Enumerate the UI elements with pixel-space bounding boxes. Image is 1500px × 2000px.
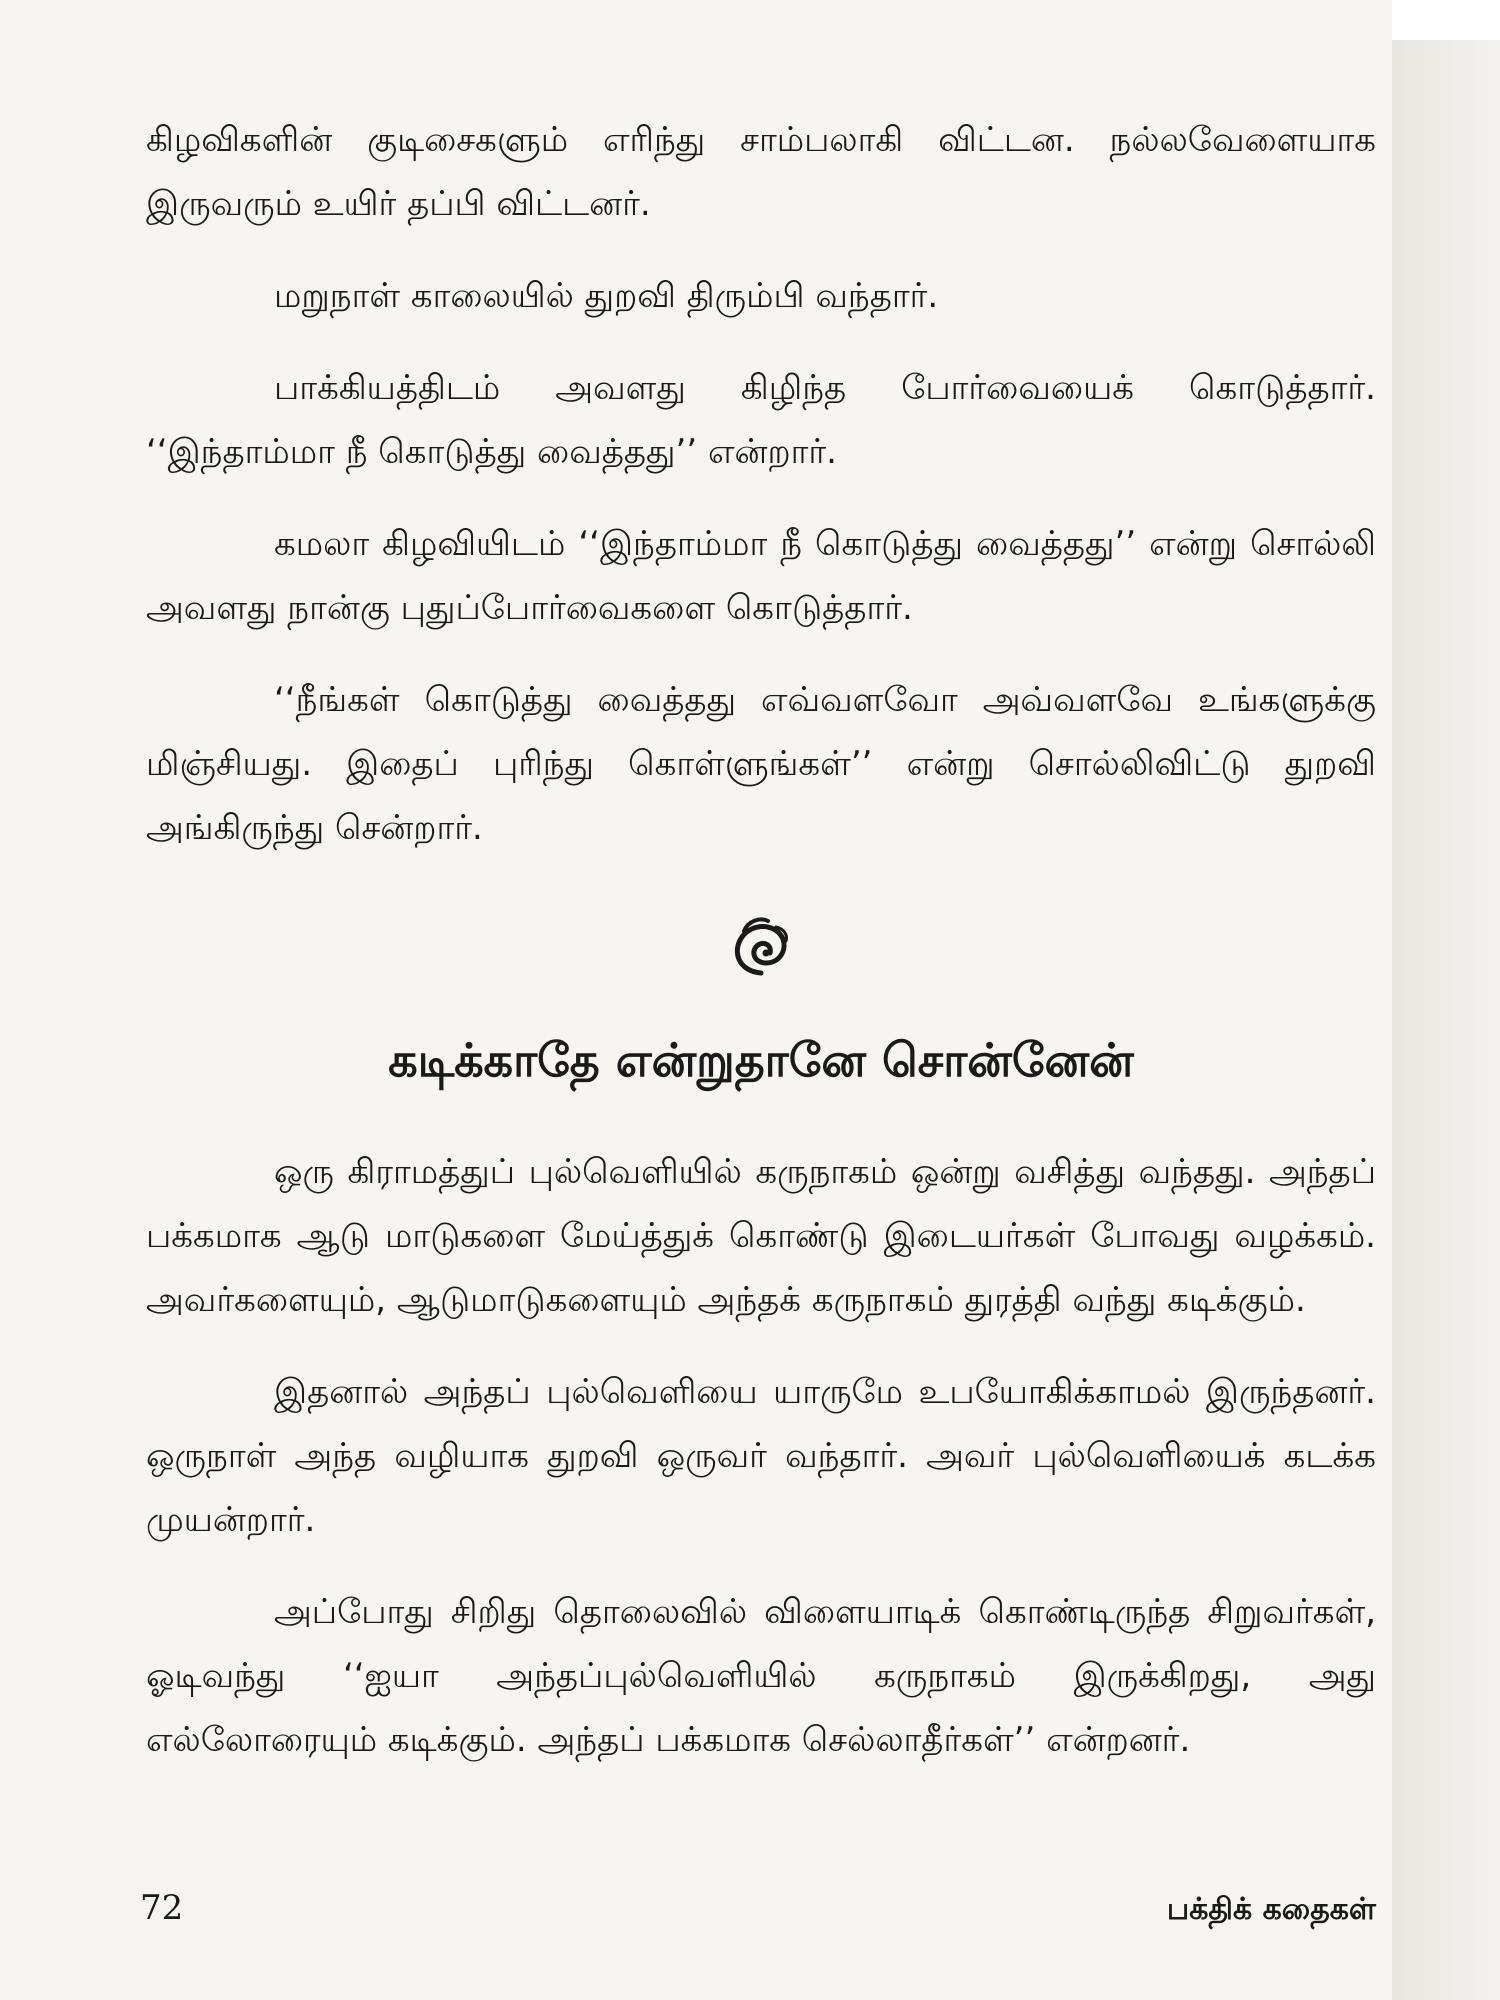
paragraph: மறுநாள் காலையில் துறவி திரும்பி வந்தார். [274, 276, 939, 316]
paragraph: ‘‘நீங்கள் கொடுத்து வைத்தது எவ்வளவோ அவ்வளவே உங்களுக்கு மிஞ்சியது. இதைப் புரிந்து கொள்ளுங்கள்’’ என்று சொல்லிவிட்டு துறவி அங்கிருந்து சென்றார். [146, 680, 1376, 848]
paragraph: கிழவிகளின் குடிசைகளும் எரிந்து சாம்பலாகி விட்டன. நல்லவேளையாக இருவரும் உயிர் தப்பி விட்டனர். [146, 120, 1376, 224]
running-title: பக்திக் கதைகள் [1166, 1892, 1376, 1927]
paragraph: பாக்கியத்திடம் அவளது கிழிந்த போர்வையைக் கொடுத்தார். ‘‘இந்தாம்மா நீ கொடுத்து வைத்தது’’ என்றார். [146, 368, 1376, 472]
page-content [146, 108, 1376, 1800]
paragraph: அப்போது சிறிது தொலைவில் விளையாடிக் கொண்டிருந்த சிறுவர்கள், ஓடிவந்து ‘‘ஐயா அந்தப்புல்வெளியில் கருநாகம் இருக்கிறது, அது எல்லோரையும் கடிக்கும். அந்தப் பக்கமாக செல்லாதீர்கள்’’ என்றனர். [146, 1592, 1376, 1760]
page-footer [140, 1888, 1376, 1931]
paragraph: ஒரு கிராமத்துப் புல்வெளியில் கருநாகம் ஒன்று வசித்து வந்தது. அந்தப் பக்கமாக ஆடு மாடுகளை மேய்த்துக் கொண்டு இடையர்கள் போவது வழக்கம். அவர்களையும், ஆடுமாடுகளையும் அந்தக் கருநாகம் துரத்தி வந்து கடிக்கும். [146, 1152, 1376, 1320]
swirl-ornament-icon [726, 913, 796, 983]
section-divider [146, 888, 1376, 1008]
page-number: 72 [140, 1888, 184, 1928]
page-margin-shadow [1392, 40, 1500, 2000]
paragraph: கமலா கிழவியிடம் ‘‘இந்தாம்மா நீ கொடுத்து வைத்தது’’ என்று சொல்லி அவளது நான்கு புதுப்போர்வைகளை கொடுத்தார். [146, 524, 1376, 628]
story-title: கடிக்காதே என்றுதானே சொன்னேன் [388, 1033, 1134, 1087]
paragraph: இதனால் அந்தப் புல்வெளியை யாருமே உபயோகிக்காமல் இருந்தனர். ஒருநாள் அந்த வழியாக துறவி ஒருவர் வந்தார். அவர் புல்வெளியைக் கடக்க முயன்றார். [146, 1372, 1376, 1540]
